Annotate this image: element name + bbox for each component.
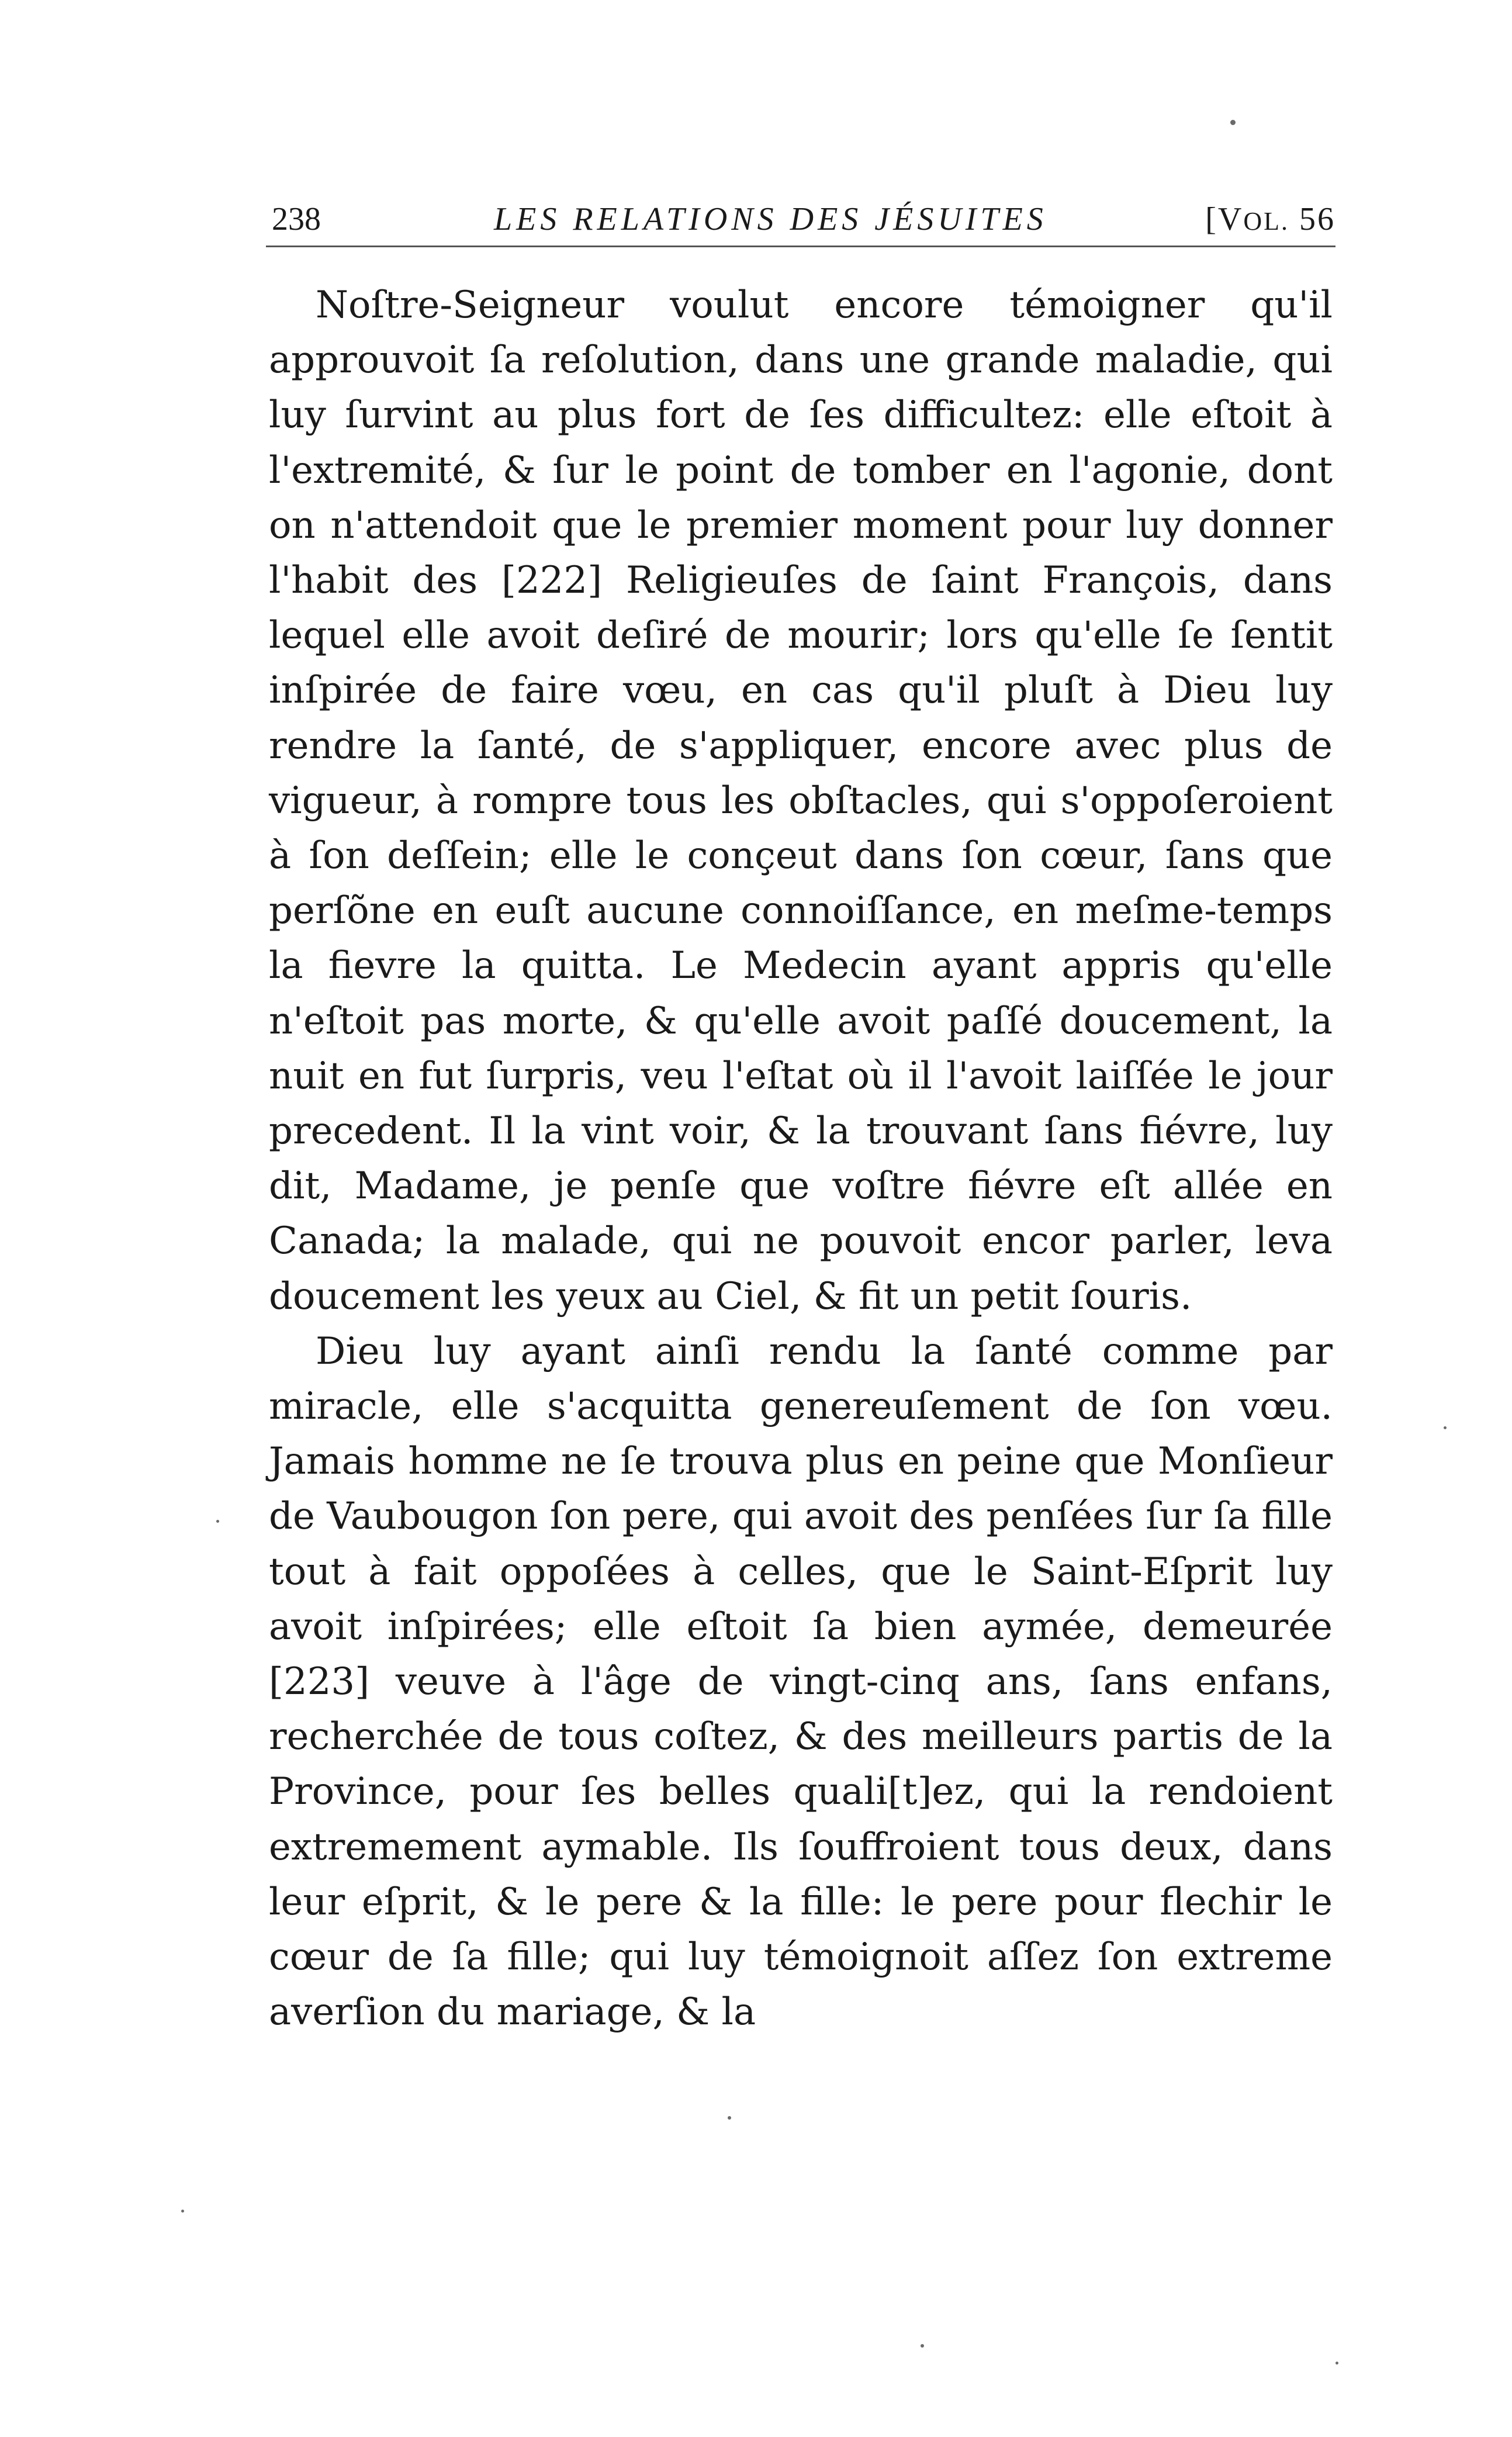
paragraph: Noſtre-Seigneur voulut encore témoigner qu'il approuvoit ſa reſolution, dans une grande maladie, qui luy ſurvint au plus fort de ſes difficultez: elle eſtoit à l'extremité, & ſur le point de tomber en l'agonie, dont on n'attendoit que le premier moment pour luy donner l'habit des [222] Religieuſes de ſaint François, dans lequel elle avoit deſiré de mourir; lors qu'elle ſe ſentit inſpirée de faire vœu, en cas qu'il pluſt à Dieu luy rendre la ſanté, de s'appliquer, encore avec plus de vigueur, à rompre tous les obſtacles, qui s'oppoſeroient à ſon deſſein; elle le conçeut dans ſon cœur, ſans que perſõne en euſt aucune connoiſſance, en meſme-temps la fievre la quitta. Le Medecin ayant appris qu'elle n'eſtoit pas morte, & qu'elle avoit paſſé doucement, la nuit en fut ſurpris, veu l'eſtat où il l'avoit laiſſée le jour precedent. Il la vint voir, & la trouvant ſans fiévre, luy dit, Madame, je penſe que voſtre fiévre eſt allée en Canada; la malade, qui ne pouvoit encor parler, leva doucement les yeux au Ciel, & fit un petit ſouris. bbox=[269, 284, 1333, 1318]
body-text bbox=[269, 278, 1333, 2040]
running-title: LES RELATIONS DES JÉSUITES bbox=[494, 201, 1047, 237]
scan-speck bbox=[1230, 120, 1236, 125]
paragraph: Dieu luy ayant ainſi rendu la ſanté comme par miracle, elle s'acquitta genereuſement de ſon vœu. Jamais homme ne ſe trouva plus en peine que Monſieur de Vaubougon ſon pere, qui avoit des penſées ſur ſa fille tout à fait oppoſées à celles, que le Saint-Eſprit luy avoit inſpirées; elle eſtoit ſa bien aymée, demeurée [223] veuve à l'âge de vingt-cinq ans, ſans enfans, recherchée de tous coſtez, & des meilleurs partis de la Province, pour ſes belles quali[t]ez, qui la rendoient extremement aymable. Ils ſouffroient tous deux, dans leur eſprit, & le pere & la fille: le pere pour flechir le cœur de ſa fille; qui luy témoignoit aſſez ſon extreme averſion du mariage, & la bbox=[269, 1329, 1333, 2034]
volume-number: 56 bbox=[1299, 201, 1335, 237]
volume-label bbox=[1205, 196, 1335, 245]
scan-speck bbox=[181, 2210, 184, 2213]
volume-open: [V bbox=[1205, 201, 1244, 237]
scan-speck bbox=[1444, 1426, 1447, 1429]
scan-speck bbox=[728, 2116, 731, 2120]
scan-speck bbox=[921, 2344, 924, 2348]
page-number: 238 bbox=[272, 201, 321, 237]
header-rule bbox=[266, 246, 1335, 247]
scan-speck bbox=[1335, 2362, 1338, 2365]
scan-speck bbox=[216, 1520, 219, 1523]
volume-small-caps: OL. bbox=[1243, 207, 1289, 236]
page-header bbox=[266, 196, 1335, 243]
